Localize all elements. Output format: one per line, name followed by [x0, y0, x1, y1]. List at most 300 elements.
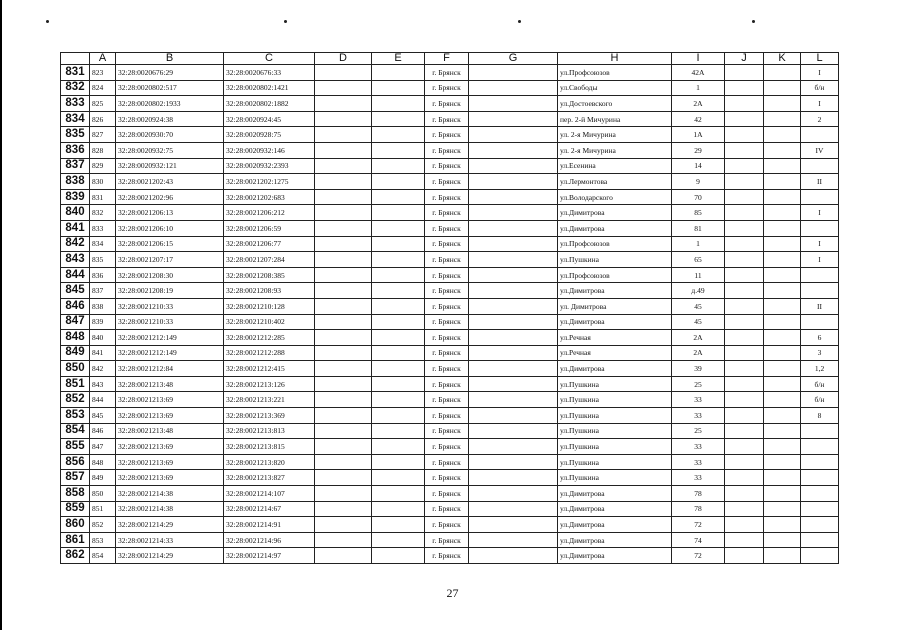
row-number[interactable]: 852 [61, 392, 90, 408]
cell-k[interactable] [764, 314, 801, 330]
cell-l[interactable]: 3 [801, 345, 839, 361]
cell-e[interactable] [372, 220, 425, 236]
cell-a[interactable]: 828 [90, 142, 116, 158]
cell-j[interactable] [725, 65, 764, 81]
cell-b[interactable]: 32:28:0021213:48 [116, 376, 224, 392]
cell-l[interactable]: I [801, 236, 839, 252]
cell-b[interactable]: 32:28:0021202:43 [116, 174, 224, 190]
cell-d[interactable] [315, 267, 372, 283]
cell-g[interactable] [469, 532, 558, 548]
cell-f[interactable]: г. Брянск [425, 330, 469, 346]
cell-i[interactable]: 1 [672, 80, 725, 96]
cell-c[interactable]: 32:28:0021213:827 [224, 470, 315, 486]
cell-f[interactable]: г. Брянск [425, 314, 469, 330]
cell-c[interactable]: 32:28:0021212:415 [224, 361, 315, 377]
cell-g[interactable] [469, 454, 558, 470]
cell-c[interactable]: 32:28:0021208:385 [224, 267, 315, 283]
cell-g[interactable] [469, 501, 558, 517]
cell-f[interactable]: г. Брянск [425, 267, 469, 283]
cell-a[interactable]: 835 [90, 252, 116, 268]
cell-a[interactable]: 834 [90, 236, 116, 252]
cell-e[interactable] [372, 392, 425, 408]
cell-c[interactable]: 32:28:0021202:1275 [224, 174, 315, 190]
cell-k[interactable] [764, 174, 801, 190]
cell-g[interactable] [469, 470, 558, 486]
cell-c[interactable]: 32:28:0021206:212 [224, 205, 315, 221]
cell-g[interactable] [469, 376, 558, 392]
cell-l[interactable]: I [801, 205, 839, 221]
cell-k[interactable] [764, 220, 801, 236]
cell-d[interactable] [315, 80, 372, 96]
cell-a[interactable]: 846 [90, 423, 116, 439]
cell-i[interactable]: 45 [672, 298, 725, 314]
cell-d[interactable] [315, 486, 372, 502]
cell-g[interactable] [469, 205, 558, 221]
cell-k[interactable] [764, 298, 801, 314]
cell-k[interactable] [764, 376, 801, 392]
cell-f[interactable]: г. Брянск [425, 376, 469, 392]
cell-c[interactable]: 32:28:0021214:91 [224, 517, 315, 533]
cell-k[interactable] [764, 158, 801, 174]
cell-l[interactable] [801, 283, 839, 299]
cell-a[interactable]: 831 [90, 189, 116, 205]
row-number[interactable]: 855 [61, 439, 90, 455]
column-header[interactable]: A [90, 53, 116, 65]
cell-d[interactable] [315, 548, 372, 564]
cell-i[interactable]: 9 [672, 174, 725, 190]
cell-h[interactable]: ул.Пушкина [558, 376, 672, 392]
cell-e[interactable] [372, 548, 425, 564]
cell-l[interactable] [801, 220, 839, 236]
cell-h[interactable]: ул.Димитрова [558, 517, 672, 533]
cell-j[interactable] [725, 111, 764, 127]
cell-j[interactable] [725, 376, 764, 392]
cell-d[interactable] [315, 111, 372, 127]
row-number[interactable]: 857 [61, 470, 90, 486]
cell-d[interactable] [315, 392, 372, 408]
cell-h[interactable]: ул.Димитрова [558, 205, 672, 221]
cell-c[interactable]: 32:28:0021210:402 [224, 314, 315, 330]
cell-k[interactable] [764, 548, 801, 564]
cell-a[interactable]: 829 [90, 158, 116, 174]
cell-c[interactable]: 32:28:0021206:59 [224, 220, 315, 236]
cell-e[interactable] [372, 283, 425, 299]
cell-b[interactable]: 32:28:0021213:48 [116, 423, 224, 439]
cell-e[interactable] [372, 111, 425, 127]
cell-e[interactable] [372, 298, 425, 314]
cell-g[interactable] [469, 80, 558, 96]
cell-d[interactable] [315, 314, 372, 330]
cell-k[interactable] [764, 96, 801, 112]
cell-k[interactable] [764, 80, 801, 96]
cell-e[interactable] [372, 267, 425, 283]
cell-h[interactable]: ул.Профсоюзов [558, 267, 672, 283]
row-number[interactable]: 837 [61, 158, 90, 174]
cell-k[interactable] [764, 205, 801, 221]
column-header[interactable]: C [224, 53, 315, 65]
cell-f[interactable]: г. Брянск [425, 532, 469, 548]
cell-f[interactable]: г. Брянск [425, 127, 469, 143]
row-number[interactable]: 834 [61, 111, 90, 127]
row-number[interactable]: 859 [61, 501, 90, 517]
cell-c[interactable]: 32:28:0021213:369 [224, 408, 315, 424]
cell-a[interactable]: 842 [90, 361, 116, 377]
cell-a[interactable]: 850 [90, 486, 116, 502]
cell-g[interactable] [469, 127, 558, 143]
cell-j[interactable] [725, 345, 764, 361]
cell-j[interactable] [725, 532, 764, 548]
cell-a[interactable]: 825 [90, 96, 116, 112]
cell-e[interactable] [372, 142, 425, 158]
cell-d[interactable] [315, 220, 372, 236]
cell-g[interactable] [469, 361, 558, 377]
cell-e[interactable] [372, 65, 425, 81]
cell-a[interactable]: 843 [90, 376, 116, 392]
cell-g[interactable] [469, 330, 558, 346]
cell-l[interactable] [801, 517, 839, 533]
cell-l[interactable]: б/н [801, 376, 839, 392]
cell-d[interactable] [315, 65, 372, 81]
cell-f[interactable]: г. Брянск [425, 158, 469, 174]
cell-g[interactable] [469, 65, 558, 81]
cell-h[interactable]: ул.Есенина [558, 158, 672, 174]
cell-i[interactable]: 11 [672, 267, 725, 283]
cell-k[interactable] [764, 252, 801, 268]
cell-h[interactable]: ул.Речная [558, 345, 672, 361]
cell-l[interactable]: II [801, 298, 839, 314]
cell-h[interactable]: ул.Профсоюзов [558, 236, 672, 252]
cell-g[interactable] [469, 314, 558, 330]
cell-d[interactable] [315, 189, 372, 205]
cell-j[interactable] [725, 267, 764, 283]
row-number[interactable]: 831 [61, 65, 90, 81]
cell-l[interactable]: 8 [801, 408, 839, 424]
cell-f[interactable]: г. Брянск [425, 345, 469, 361]
cell-l[interactable] [801, 267, 839, 283]
cell-g[interactable] [469, 392, 558, 408]
cell-e[interactable] [372, 252, 425, 268]
cell-l[interactable]: 1,2 [801, 361, 839, 377]
cell-l[interactable] [801, 486, 839, 502]
cell-k[interactable] [764, 236, 801, 252]
cell-g[interactable] [469, 283, 558, 299]
cell-j[interactable] [725, 423, 764, 439]
cell-g[interactable] [469, 345, 558, 361]
column-header[interactable]: B [116, 53, 224, 65]
cell-a[interactable]: 824 [90, 80, 116, 96]
cell-d[interactable] [315, 174, 372, 190]
cell-i[interactable]: 70 [672, 189, 725, 205]
cell-g[interactable] [469, 423, 558, 439]
cell-b[interactable]: 32:28:0021213:69 [116, 408, 224, 424]
cell-k[interactable] [764, 142, 801, 158]
cell-a[interactable]: 852 [90, 517, 116, 533]
cell-j[interactable] [725, 361, 764, 377]
cell-f[interactable]: г. Брянск [425, 65, 469, 81]
cell-l[interactable] [801, 423, 839, 439]
cell-l[interactable] [801, 189, 839, 205]
cell-h[interactable]: ул.Димитрова [558, 501, 672, 517]
cell-c[interactable]: 32:28:0021206:77 [224, 236, 315, 252]
column-header[interactable]: L [801, 53, 839, 65]
cell-i[interactable]: 25 [672, 376, 725, 392]
cell-g[interactable] [469, 517, 558, 533]
cell-e[interactable] [372, 470, 425, 486]
cell-a[interactable]: 849 [90, 470, 116, 486]
cell-b[interactable]: 32:28:0021214:29 [116, 517, 224, 533]
row-number[interactable]: 862 [61, 548, 90, 564]
cell-g[interactable] [469, 267, 558, 283]
cell-d[interactable] [315, 532, 372, 548]
cell-d[interactable] [315, 361, 372, 377]
cell-b[interactable]: 32:28:0021213:69 [116, 470, 224, 486]
cell-b[interactable]: 32:28:0020930:70 [116, 127, 224, 143]
cell-d[interactable] [315, 517, 372, 533]
cell-f[interactable]: г. Брянск [425, 361, 469, 377]
cell-l[interactable]: IV [801, 142, 839, 158]
cell-j[interactable] [725, 314, 764, 330]
cell-e[interactable] [372, 189, 425, 205]
cell-h[interactable]: ул.Димитрова [558, 283, 672, 299]
cell-j[interactable] [725, 205, 764, 221]
cell-b[interactable]: 32:28:0021214:29 [116, 548, 224, 564]
cell-c[interactable]: 32:28:0020932:146 [224, 142, 315, 158]
cell-f[interactable]: г. Брянск [425, 236, 469, 252]
cell-h[interactable]: ул.Речная [558, 330, 672, 346]
cell-a[interactable]: 837 [90, 283, 116, 299]
cell-l[interactable] [801, 127, 839, 143]
cell-f[interactable]: г. Брянск [425, 220, 469, 236]
cell-d[interactable] [315, 158, 372, 174]
cell-h[interactable]: ул.Димитрова [558, 548, 672, 564]
cell-e[interactable] [372, 330, 425, 346]
cell-h[interactable]: ул.Достоевского [558, 96, 672, 112]
cell-e[interactable] [372, 236, 425, 252]
cell-a[interactable]: 838 [90, 298, 116, 314]
cell-k[interactable] [764, 408, 801, 424]
cell-f[interactable]: г. Брянск [425, 298, 469, 314]
cell-b[interactable]: 32:28:0021202:96 [116, 189, 224, 205]
row-number[interactable]: 860 [61, 517, 90, 533]
cell-h[interactable]: ул.Пушкина [558, 252, 672, 268]
cell-j[interactable] [725, 96, 764, 112]
cell-i[interactable]: 29 [672, 142, 725, 158]
row-number[interactable]: 835 [61, 127, 90, 143]
cell-d[interactable] [315, 96, 372, 112]
row-number[interactable]: 840 [61, 205, 90, 221]
cell-h[interactable]: ул.Пушкина [558, 408, 672, 424]
row-number[interactable]: 856 [61, 454, 90, 470]
cell-l[interactable] [801, 470, 839, 486]
cell-k[interactable] [764, 517, 801, 533]
cell-a[interactable]: 827 [90, 127, 116, 143]
cell-l[interactable] [801, 501, 839, 517]
cell-c[interactable]: 32:28:0021213:813 [224, 423, 315, 439]
cell-j[interactable] [725, 501, 764, 517]
cell-i[interactable]: 33 [672, 470, 725, 486]
cell-h[interactable]: ул.Димитрова [558, 314, 672, 330]
cell-e[interactable] [372, 96, 425, 112]
cell-f[interactable]: г. Брянск [425, 501, 469, 517]
cell-g[interactable] [469, 220, 558, 236]
cell-h[interactable]: ул.Димитрова [558, 361, 672, 377]
cell-a[interactable]: 853 [90, 532, 116, 548]
row-number[interactable]: 847 [61, 314, 90, 330]
cell-k[interactable] [764, 486, 801, 502]
cell-l[interactable]: I [801, 65, 839, 81]
cell-i[interactable]: 2А [672, 96, 725, 112]
row-number[interactable]: 839 [61, 189, 90, 205]
cell-c[interactable]: 32:28:0021207:284 [224, 252, 315, 268]
cell-f[interactable]: г. Брянск [425, 470, 469, 486]
cell-l[interactable]: 6 [801, 330, 839, 346]
column-header[interactable]: I [672, 53, 725, 65]
cell-j[interactable] [725, 252, 764, 268]
cell-i[interactable]: 33 [672, 454, 725, 470]
cell-c[interactable]: 32:28:0021214:97 [224, 548, 315, 564]
cell-d[interactable] [315, 205, 372, 221]
cell-c[interactable]: 32:28:0021210:128 [224, 298, 315, 314]
cell-c[interactable]: 32:28:0021208:93 [224, 283, 315, 299]
cell-i[interactable]: 33 [672, 439, 725, 455]
cell-g[interactable] [469, 298, 558, 314]
cell-b[interactable]: 32:28:0021206:13 [116, 205, 224, 221]
row-number[interactable]: 833 [61, 96, 90, 112]
cell-h[interactable]: ул.Пушкина [558, 439, 672, 455]
column-header[interactable] [61, 53, 90, 65]
cell-a[interactable]: 851 [90, 501, 116, 517]
cell-a[interactable]: 833 [90, 220, 116, 236]
cell-l[interactable]: 2 [801, 111, 839, 127]
cell-h[interactable]: ул.Свободы [558, 80, 672, 96]
cell-d[interactable] [315, 408, 372, 424]
cell-k[interactable] [764, 454, 801, 470]
cell-j[interactable] [725, 236, 764, 252]
cell-i[interactable]: 65 [672, 252, 725, 268]
cell-b[interactable]: 32:28:0021213:69 [116, 439, 224, 455]
cell-i[interactable]: 78 [672, 486, 725, 502]
cell-b[interactable]: 32:28:0021213:69 [116, 392, 224, 408]
cell-e[interactable] [372, 532, 425, 548]
row-number[interactable]: 854 [61, 423, 90, 439]
cell-e[interactable] [372, 174, 425, 190]
cell-h[interactable]: ул.Володарского [558, 189, 672, 205]
cell-f[interactable]: г. Брянск [425, 439, 469, 455]
cell-k[interactable] [764, 470, 801, 486]
cell-a[interactable]: 840 [90, 330, 116, 346]
cell-a[interactable]: 830 [90, 174, 116, 190]
cell-d[interactable] [315, 376, 372, 392]
cell-b[interactable]: 32:28:0021207:17 [116, 252, 224, 268]
cell-j[interactable] [725, 220, 764, 236]
cell-k[interactable] [764, 65, 801, 81]
cell-l[interactable] [801, 454, 839, 470]
cell-h[interactable]: ул.Пушкина [558, 470, 672, 486]
cell-j[interactable] [725, 486, 764, 502]
cell-b[interactable]: 32:28:0021206:15 [116, 236, 224, 252]
cell-e[interactable] [372, 361, 425, 377]
cell-k[interactable] [764, 330, 801, 346]
cell-i[interactable]: 42А [672, 65, 725, 81]
cell-k[interactable] [764, 532, 801, 548]
column-header[interactable]: K [764, 53, 801, 65]
cell-i[interactable]: 78 [672, 501, 725, 517]
cell-e[interactable] [372, 376, 425, 392]
cell-b[interactable]: 32:28:0020932:121 [116, 158, 224, 174]
cell-j[interactable] [725, 158, 764, 174]
cell-g[interactable] [469, 486, 558, 502]
cell-k[interactable] [764, 361, 801, 377]
cell-e[interactable] [372, 314, 425, 330]
row-number[interactable]: 842 [61, 236, 90, 252]
cell-k[interactable] [764, 189, 801, 205]
column-header[interactable]: E [372, 53, 425, 65]
cell-c[interactable]: 32:28:0020932:2393 [224, 158, 315, 174]
cell-a[interactable]: 839 [90, 314, 116, 330]
cell-f[interactable]: г. Брянск [425, 408, 469, 424]
cell-b[interactable]: 32:28:0021212:149 [116, 330, 224, 346]
cell-e[interactable] [372, 423, 425, 439]
cell-a[interactable]: 854 [90, 548, 116, 564]
cell-c[interactable]: 32:28:0020802:1421 [224, 80, 315, 96]
cell-i[interactable]: 1А [672, 127, 725, 143]
cell-i[interactable]: 72 [672, 548, 725, 564]
column-header[interactable]: J [725, 53, 764, 65]
cell-h[interactable]: ул.Пушкина [558, 392, 672, 408]
cell-f[interactable]: г. Брянск [425, 517, 469, 533]
cell-d[interactable] [315, 127, 372, 143]
cell-g[interactable] [469, 142, 558, 158]
cell-j[interactable] [725, 392, 764, 408]
cell-b[interactable]: 32:28:0020802:1933 [116, 96, 224, 112]
cell-d[interactable] [315, 298, 372, 314]
cell-c[interactable]: 32:28:0020802:1882 [224, 96, 315, 112]
cell-i[interactable]: 39 [672, 361, 725, 377]
cell-b[interactable]: 32:28:0021212:149 [116, 345, 224, 361]
cell-g[interactable] [469, 96, 558, 112]
cell-j[interactable] [725, 548, 764, 564]
cell-f[interactable]: г. Брянск [425, 96, 469, 112]
cell-i[interactable]: 81 [672, 220, 725, 236]
column-header[interactable]: H [558, 53, 672, 65]
cell-e[interactable] [372, 439, 425, 455]
cell-f[interactable]: г. Брянск [425, 189, 469, 205]
row-number[interactable]: 841 [61, 220, 90, 236]
cell-h[interactable]: ул. 2-я Мичурина [558, 127, 672, 143]
row-number[interactable]: 851 [61, 376, 90, 392]
cell-b[interactable]: 32:28:0021214:38 [116, 486, 224, 502]
row-number[interactable]: 832 [61, 80, 90, 96]
cell-f[interactable]: г. Брянск [425, 174, 469, 190]
cell-a[interactable]: 848 [90, 454, 116, 470]
cell-a[interactable]: 836 [90, 267, 116, 283]
cell-e[interactable] [372, 205, 425, 221]
cell-a[interactable]: 847 [90, 439, 116, 455]
cell-f[interactable]: г. Брянск [425, 548, 469, 564]
cell-j[interactable] [725, 189, 764, 205]
cell-j[interactable] [725, 330, 764, 346]
cell-g[interactable] [469, 189, 558, 205]
cell-c[interactable]: 32:28:0021213:815 [224, 439, 315, 455]
cell-l[interactable] [801, 314, 839, 330]
cell-b[interactable]: 32:28:0020676:29 [116, 65, 224, 81]
cell-f[interactable]: г. Брянск [425, 392, 469, 408]
cell-j[interactable] [725, 439, 764, 455]
cell-b[interactable]: 32:28:0021212:84 [116, 361, 224, 377]
cell-l[interactable]: II [801, 174, 839, 190]
cell-d[interactable] [315, 423, 372, 439]
cell-f[interactable]: г. Брянск [425, 454, 469, 470]
